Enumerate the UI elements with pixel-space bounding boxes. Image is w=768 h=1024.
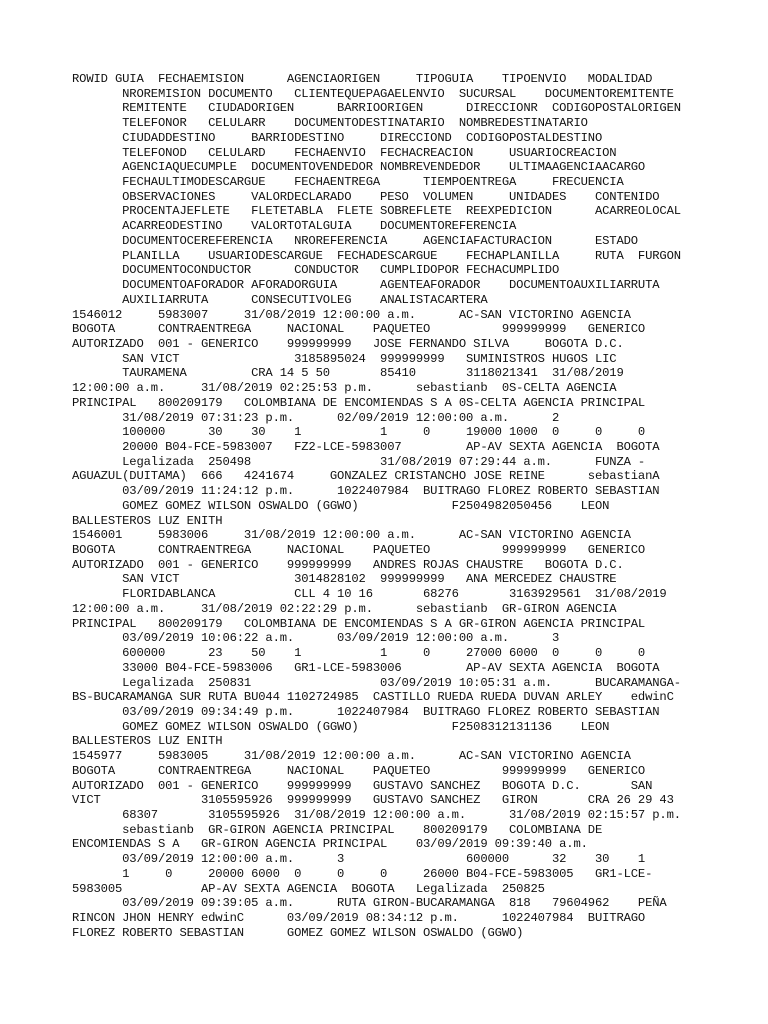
- document-text-line: ACARREODESTINO VALORTOTALGUIA DOCUMENTOREFERENCIA: [72, 219, 517, 234]
- document-text-line: GOMEZ GOMEZ WILSON OSWALDO (GGWO) F2504982050456 LEON: [72, 498, 610, 513]
- document-text-line: VICT 3105595926 999999999 GUSTAVO SANCHEZ GIRON CRA 26 29 43: [72, 793, 674, 808]
- document-text-line: 1546012 5983007 31/08/2019 12:00:00 a.m. AC-SAN VICTORINO AGENCIA: [72, 307, 631, 322]
- document-text-line: PRINCIPAL 800209179 COLOMBIANA DE ENCOMIENDAS S A 0S-CELTA AGENCIA PRINCIPAL: [72, 395, 646, 410]
- document-text-line: DOCUMENTOAFORADOR AFORADORGUIA AGENTEAFORADOR DOCUMENTOAUXILIARRUTA: [72, 278, 660, 293]
- document-text-line: SAN VICT 3185895024 999999999 SUMINISTROS HUGOS LIC: [72, 351, 617, 366]
- document-text-line: 03/09/2019 12:00:00 a.m. 3 600000 32 30 1: [72, 852, 646, 867]
- document-text-line: BALLESTEROS LUZ ENITH: [72, 734, 223, 749]
- document-text-line: RINCON JHON HENRY edwinC 03/09/2019 08:34:12 p.m. 1022407984 BUITRAGO: [72, 911, 646, 926]
- document-text-line: BOGOTA CONTRAENTREGA NACIONAL PAQUETEO 999999999 GENERICO: [72, 543, 646, 558]
- document-text-line: 03/09/2019 09:34:49 p.m. 1022407984 BUITRAGO FLOREZ ROBERTO SEBASTIAN: [72, 704, 660, 719]
- document-text-line: 03/09/2019 11:24:12 p.m. 1022407984 BUITRAGO FLOREZ ROBERTO SEBASTIAN: [72, 484, 660, 499]
- document-text-line: 1545977 5983005 31/08/2019 12:00:00 a.m. AC-SAN VICTORINO AGENCIA: [72, 749, 631, 764]
- document-text-line: TAURAMENA CRA 14 5 50 85410 3118021341 31/08/2019: [72, 366, 624, 381]
- document-text-line: 12:00:00 a.m. 31/08/2019 02:22:29 p.m. sebastianb GR-GIRON AGENCIA: [72, 601, 617, 616]
- document-text-line: 5983005 AP-AV SEXTA AGENCIA BOGOTA Legalizada 250825: [72, 881, 545, 896]
- document-text-line: 1 0 20000 6000 0 0 0 26000 B04-FCE-5983005 GR1-LCE-: [72, 866, 653, 881]
- document-text-line: 31/08/2019 07:31:23 p.m. 02/09/2019 12:00:00 a.m. 2: [72, 410, 560, 425]
- document-text-line: Legalizada 250831 03/09/2019 10:05:31 a.m. BUCARAMANGA-: [72, 675, 681, 690]
- document-text-line: 33000 B04-FCE-5983006 GR1-LCE-5983006 AP-AV SEXTA AGENCIA BOGOTA: [72, 660, 660, 675]
- document-text-line: REMITENTE CIUDADORIGEN BARRIOORIGEN DIRECCIONR CODIGOPOSTALORIGEN: [72, 101, 681, 116]
- document-text-line: sebastianb GR-GIRON AGENCIA PRINCIPAL 800209179 COLOMBIANA DE: [72, 822, 603, 837]
- document-text-line: AGUAZUL(DUITAMA) 666 4241674 GONZALEZ CRISTANCHO JOSE REINE sebastianA: [72, 469, 660, 484]
- document-text-line: 68307 3105595926 31/08/2019 12:00:00 a.m. 31/08/2019 02:15:57 p.m.: [72, 808, 681, 822]
- document-text-line: 03/09/2019 09:39:05 a.m. RUTA GIRON-BUCARAMANGA 818 79604962 PEÑA: [72, 896, 667, 911]
- document-text-line: PLANILLA USUARIODESCARGUE FECHADESCARGUE FECHAPLANILLA RUTA FURGON: [72, 248, 681, 263]
- document-text-line: ENCOMIENDAS S A GR-GIRON AGENCIA PRINCIPAL 03/09/2019 09:39:40 a.m.: [72, 837, 588, 852]
- document-text-line: BALLESTEROS LUZ ENITH: [72, 513, 223, 528]
- document-text-line: CIUDADDESTINO BARRIODESTINO DIRECCIOND CODIGOPOSTALDESTINO: [72, 130, 603, 145]
- document-text-line: 12:00:00 a.m. 31/08/2019 02:25:53 p.m. sebastianb 0S-CELTA AGENCIA: [72, 381, 617, 396]
- document-text-line: OBSERVACIONES VALORDECLARADO PESO VOLUMEN UNIDADES CONTENIDO: [72, 189, 660, 204]
- document-text-line: TELEFONOD CELULARD FECHAENVIO FECHACREACION USUARIOCREACION: [72, 145, 617, 160]
- document-text-line: TELEFONOR CELULARR DOCUMENTODESTINATARIO NOMBREDESTINATARIO: [72, 116, 588, 131]
- document-text-line: DOCUMENTOCEREFERENCIA NROREFERENCIA AGENCIAFACTURACION ESTADO: [72, 233, 638, 248]
- document-text-line: AGENCIAQUECUMPLE DOCUMENTOVENDEDOR NOMBREVENDEDOR ULTIMAAGENCIAACARGO: [72, 160, 646, 175]
- document-text-line: AUTORIZADO 001 - GENERICO 999999999 JOSE FERNANDO SILVA BOGOTA D.C.: [72, 336, 624, 351]
- document-text-line: BOGOTA CONTRAENTREGA NACIONAL PAQUETEO 999999999 GENERICO: [72, 763, 646, 778]
- document-text-line: 1546001 5983006 31/08/2019 12:00:00 a.m. AC-SAN VICTORINO AGENCIA: [72, 528, 631, 543]
- document-text-line: GOMEZ GOMEZ WILSON OSWALDO (GGWO) F2508312131136 LEON: [72, 719, 610, 734]
- document-text-line: 03/09/2019 10:06:22 a.m. 03/09/2019 12:00:00 a.m. 3: [72, 631, 560, 646]
- document-text-line: FLORIDABLANCA CLL 4 10 16 68276 3163929561 31/08/2019: [72, 587, 667, 602]
- document-text-line: AUXILIARRUTA CONSECUTIVOLEG ANALISTACARTERA: [72, 292, 488, 307]
- document-text-line: 600000 23 50 1 1 0 27000 6000 0 0 0: [72, 646, 646, 661]
- document-text-line: FLOREZ ROBERTO SEBASTIAN GOMEZ GOMEZ WILSON OSWALDO (GGWO): [72, 925, 524, 940]
- document-text-line: DOCUMENTOCONDUCTOR CONDUCTOR CUMPLIDOPOR FECHACUMPLIDO: [72, 263, 560, 278]
- document-text-line: FECHAULTIMODESCARGUE FECHAENTREGA TIEMPOENTREGA FRECUENCIA: [72, 175, 624, 190]
- document-text-line: 100000 30 30 1 1 0 19000 1000 0 0 0: [72, 425, 646, 440]
- document-text-line: SAN VICT 3014828102 999999999 ANA MERCEDEZ CHAUSTRE: [72, 572, 617, 587]
- document-text-line: Legalizada 250498 31/08/2019 07:29:44 a.m. FUNZA -: [72, 454, 646, 469]
- document-text-line: PRINCIPAL 800209179 COLOMBIANA DE ENCOMIENDAS S A GR-GIRON AGENCIA PRINCIPAL: [72, 616, 646, 631]
- document-text-line: BS-BUCARAMANGA SUR RUTA BU044 1102724985 CASTILLO RUEDA RUEDA DUVAN ARLEY edwinC: [72, 690, 674, 705]
- document-text-line: PROCENTAJEFLETE FLETETABLA FLETE SOBREFLETE REEXPEDICION ACARREOLOCAL: [72, 204, 681, 219]
- document-text-line: AUTORIZADO 001 - GENERICO 999999999 GUSTAVO SANCHEZ BOGOTA D.C. SAN: [72, 778, 653, 793]
- document-text-line: NROREMISION DOCUMENTO CLIENTEQUEPAGAELENVIO SUCURSAL DOCUMENTOREMITENTE: [72, 86, 674, 101]
- document-text-line: 20000 B04-FCE-5983007 FZ2-LCE-5983007 AP-AV SEXTA AGENCIA BOGOTA: [72, 440, 660, 454]
- document-text-line: ROWID GUIA FECHAEMISION AGENCIAORIGEN TIPOGUIA TIPOENVIO MODALIDAD: [72, 72, 653, 86]
- document-text-line: BOGOTA CONTRAENTREGA NACIONAL PAQUETEO 999999999 GENERICO: [72, 322, 646, 337]
- document-text-line: AUTORIZADO 001 - GENERICO 999999999 ANDRES ROJAS CHAUSTRE BOGOTA D.C.: [72, 557, 624, 572]
